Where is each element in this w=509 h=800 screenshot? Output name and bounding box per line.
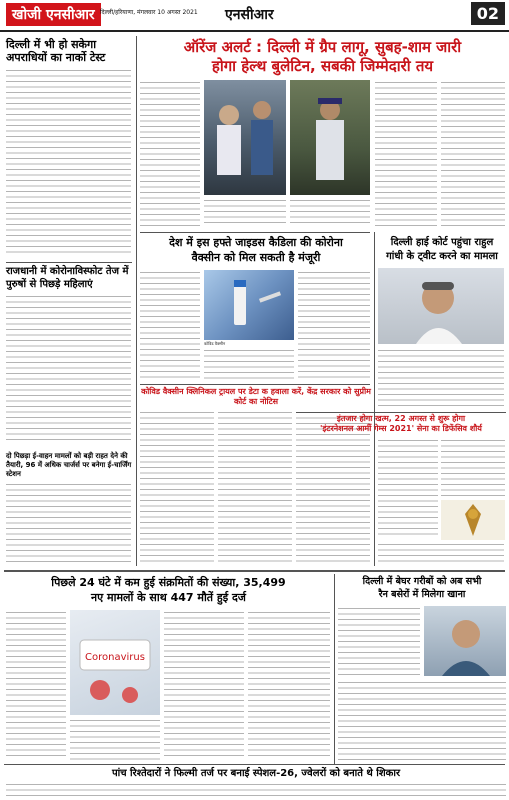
story-headline-kejriwal-line2: रैन बसेरों में मिलेगा खाना <box>378 589 466 600</box>
story-headline-narco-test: दिल्ली में भी हो सकेगा अपराधियों का नार्को टेस्ट <box>6 38 106 64</box>
story-body-zydus-col3 <box>298 270 370 380</box>
date-line: दिल्ली/हरियाणा, मंगलवार 10 अगस्त 2021 <box>100 9 198 16</box>
story-body-grap-col1 <box>140 80 200 228</box>
story-headline-army-line2: 'इंटरनेशनल आर्मी गेम्स 2021' सेना का डिफेंसिव शौर्य <box>320 424 482 433</box>
story-body-grap-col3 <box>441 80 505 228</box>
photo-traffic-police <box>290 80 370 195</box>
story-body-ev-charging <box>6 482 131 564</box>
section-divider <box>4 570 505 572</box>
story-headline-zydus-line1: देश में इस हफ्ते जाइडस कैडिला की कोरोना <box>169 236 343 249</box>
story-body-zydus-col2 <box>204 348 294 380</box>
story-body-kejriwal-col1 <box>338 606 420 676</box>
story-body-corona-women <box>6 294 131 444</box>
photo-crowd <box>204 80 286 195</box>
divider <box>6 262 132 263</box>
section-title: एनसीआर <box>225 7 274 23</box>
photo-caption-corona <box>70 718 160 760</box>
army-caption <box>378 542 504 564</box>
story-headline-covid-line1: पिछले 24 घंटे में कम हुई संक्रमितों की संख्या, 35,499 <box>51 576 286 589</box>
story-body-narco-test <box>6 68 131 256</box>
story-body-army-col2 <box>441 438 505 498</box>
story-headline-ev-charging: दो पिछड़ा ई-वाहन मामलों को बड़ी राहत देने की तैयारी, 96 में अधिक चार्जर्स पर बनेगा ई-चार्जिंग स्टेशन <box>6 452 132 478</box>
divider <box>140 384 370 385</box>
divider <box>140 232 370 233</box>
story-headline-grap-line1: ऑरेंज अलर्ट : दिल्ली में ग्रैप लागू, सुबह-शाम जारी <box>183 38 462 56</box>
story-body-covid-col2 <box>164 610 244 760</box>
story-body-covid-col3 <box>248 610 330 760</box>
page-number: 02 <box>471 2 505 25</box>
story-headline-rahul-line1: दिल्ली हाई कोर्ट पहुंचा राहुल <box>390 237 494 248</box>
story-body-army-col1 <box>378 438 438 538</box>
story-body-grap-col2 <box>375 80 437 228</box>
photo-caption-vaccine: कोविड वैक्सीन <box>204 341 226 346</box>
story-body-covid-col1 <box>6 610 66 760</box>
column-divider <box>374 232 375 566</box>
story-headline-corona-women: राजधानी में कोरोनाविस्फोट तेज में पुरुषों से पिछड़े महिलाएं <box>6 266 129 290</box>
photo-army-emblem <box>441 500 505 540</box>
photo-vaccine <box>204 270 294 340</box>
column-divider <box>334 574 335 764</box>
column-divider <box>136 36 137 566</box>
story-body-trial-col1 <box>140 410 214 564</box>
story-body-zydus-col1 <box>140 270 200 380</box>
story-headline-rahul-line2: गांधी के ट्वीट करने का मामला <box>386 251 498 262</box>
story-headline-grap-line2: होगा हेल्थ बुलेटिन, सबकी जिम्मेदारी तय <box>211 57 434 75</box>
story-headline-zydus-line2: वैक्सीन को मिल सकती है मंजूरी <box>191 251 321 264</box>
story-headline-covid-line2: नए मामलों के साथ 447 मौतें हुई दर्ज <box>91 591 246 604</box>
story-headline-covid-trial: कोविड वैक्सीन क्लिनिकल ट्रायल पर डेटा क हवाला करें, केंद्र सरकार को सुप्रीम कोर्ट का नोटिस <box>141 387 371 406</box>
masthead <box>0 0 509 32</box>
photo-kejriwal <box>424 606 506 676</box>
story-headline-army-line1: इंतजार होगा खत्म, 22 अगस्त से शुरू होगा <box>336 414 466 423</box>
divider <box>296 412 506 413</box>
coronavirus-label: Coronavirus <box>85 652 145 663</box>
section-divider <box>4 764 505 765</box>
story-body-rahul <box>378 348 504 408</box>
story-body-special26 <box>6 782 506 798</box>
story-headline-special26: पांच रिश्तेदारों ने फिल्मी तर्ज पर बनाई स्पेशल-26, ज्वेलरों को बनाते थे शिकार <box>111 768 401 779</box>
photo-caption-police <box>290 198 370 226</box>
story-body-kejriwal-col2 <box>338 680 506 760</box>
photo-caption-crowd <box>204 198 286 226</box>
story-headline-kejriwal-line1: दिल्ली में बेघर गरीबों को अब सभी <box>362 576 482 587</box>
newspaper-logo: खोजी एनसीआर <box>6 3 101 26</box>
photo-rahul-gandhi <box>378 268 504 344</box>
story-body-trial-col2 <box>218 410 292 564</box>
photo-coronavirus-test <box>70 610 160 715</box>
